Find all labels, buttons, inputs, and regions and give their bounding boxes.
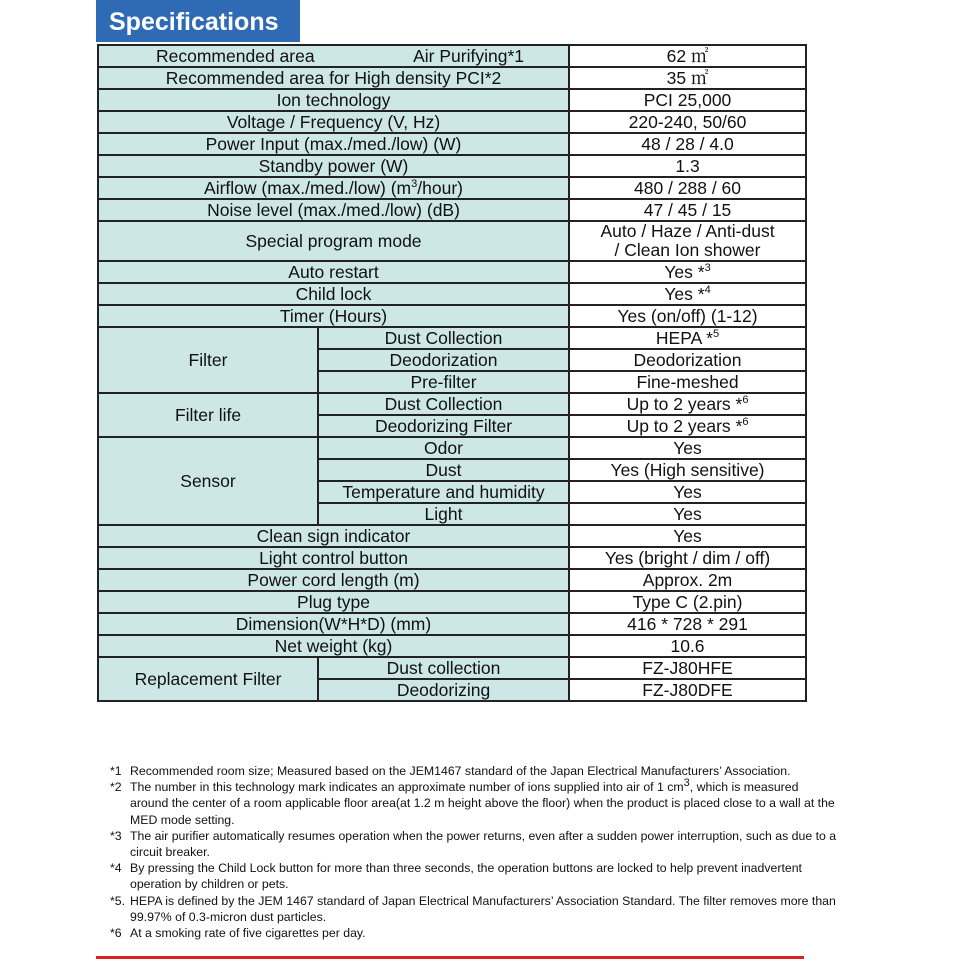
table-row [98,155,806,177]
row-value: 416 * 728 * 291 [569,613,806,635]
footnote-2-sup: 3 [683,777,690,790]
recommended-area-label: Recommended area [156,45,315,66]
footnote-3 [110,828,840,860]
footnote-mark: *6 [110,926,122,941]
auto-restart-sup: 3 [704,261,711,274]
table-row [98,111,806,133]
table-row [98,525,806,547]
table-row [98,67,806,89]
row-value: Type C (2.pin) [569,591,806,613]
footnote-1 [110,763,840,779]
sub-label: Dust collection [318,657,569,679]
footnote-2-text-b: , which is measured around the center of a room applicable floor area(at 1.2 m height above the floor) when the product is placed close to a wall at the MED mode setting. [130,780,835,827]
footnote-mark: *3 [110,828,122,843]
table-row [98,635,806,657]
bottom-accent-line [96,956,804,959]
group-label-sensor: Sensor [98,437,318,525]
table-row [98,199,806,221]
table-row [98,657,806,679]
row-label: Special program mode [98,221,569,261]
sub-label: Dust [318,459,569,481]
row-label: Child lock [98,283,569,305]
footnote-text: Recommended room size; Measured based on the JEM1467 standard of the Japan Electrical Manufacturers’ Association. [130,764,791,778]
row-value: 220-240, 50/60 [569,111,806,133]
row-value: Yes [569,503,806,525]
filter-life-dust-sup: 6 [742,393,749,406]
sub-label: Deodorizing Filter [318,415,569,437]
row-value: 35 ㎡ [569,67,806,89]
table-row [98,89,806,111]
page-title: Specifications [96,0,300,42]
row-label: Ion technology [98,89,569,111]
child-lock-value: Yes * [664,283,705,304]
row-label: Voltage / Frequency (V, Hz) [98,111,569,133]
sub-label: Dust Collection [318,393,569,415]
row-value: 480 / 288 / 60 [569,177,806,199]
table-row [98,547,806,569]
footnote-2 [110,779,840,828]
table-row [98,305,806,327]
table-row [98,613,806,635]
footnote-text: By pressing the Child Lock button for more than three seconds, the operation buttons are locked to help prevent inadvertent operation by children or pets. [130,861,802,892]
table-row [98,133,806,155]
footnote-text: The air purifier automatically resumes operation when the power returns, even after a sudden power interruption, such as due to a circuit breaker. [130,828,837,860]
row-label: Dimension(W*H*D) (mm) [98,613,569,635]
row-label: Light control button [98,547,569,569]
table-row [98,221,806,261]
row-value: Fine-meshed [569,371,806,393]
air-purifying-label: Air Purifying*1 [413,45,525,66]
airflow-label-b: /hour) [417,177,463,198]
table-row [98,393,806,415]
sub-label: Deodorization [318,349,569,371]
footnote-2-text-a: The number in this technology mark indicates an approximate number of ions supplied into air of 1 cm [130,780,684,795]
filter-life-dust-value: Up to 2 years * [626,393,743,414]
row-label: Recommended area for High density PCI*2 [98,67,569,89]
footnote-4 [110,860,840,892]
row-value-child-lock [569,283,806,305]
footnote-text: HEPA is defined by the JEM 1467 standard of Japan Electrical Manufacturers’ Association Standard. The filter removes more than 99.97% of 0.3-micron dust particles. [130,893,836,924]
table-row [98,591,806,613]
row-value-special-program [569,221,806,261]
group-label-filter: Filter [98,327,318,393]
row-value: 62 ㎡ [569,45,806,67]
row-label-recommended-area [98,45,569,67]
row-value: Yes (bright / dim / off) [569,547,806,569]
row-label-airflow [98,177,569,199]
row-value: Yes [569,437,806,459]
row-value: 47 / 45 / 15 [569,199,806,221]
table-row [98,283,806,305]
row-label: Noise level (max./med./low) (dB) [98,199,569,221]
hepa-value: HEPA * [655,327,713,348]
filter-life-deodorizing-value: Up to 2 years * [626,415,743,436]
row-value: Approx. 2m [569,569,806,591]
footnote-6 [110,925,840,941]
table-row [98,569,806,591]
sub-label: Odor [318,437,569,459]
row-value: 1.3 [569,155,806,177]
row-label: Clean sign indicator [98,525,569,547]
row-label: Standby power (W) [98,155,569,177]
row-value-filter-life-dust [569,393,806,415]
airflow-label-a: Airflow (max./med./low) (m [204,177,412,198]
specifications-table [97,44,807,702]
row-value-hepa [569,327,806,349]
row-value: Yes (on/off) (1-12) [569,305,806,327]
footnote-5 [110,893,840,925]
row-label: Auto restart [98,261,569,283]
footnote-text-2 [130,779,840,828]
footnotes [110,763,840,941]
sub-label: Light [318,503,569,525]
auto-restart-value: Yes * [664,261,705,282]
child-lock-sup: 4 [704,283,711,296]
row-value-auto-restart [569,261,806,283]
row-label: Timer (Hours) [98,305,569,327]
footnote-text: At a smoking rate of five cigarettes per day. [130,926,366,941]
sub-label: Pre-filter [318,371,569,393]
row-value: Yes [569,481,806,503]
row-label: Power Input (max./med./low) (W) [98,133,569,155]
footnote-mark: *5. [110,893,126,908]
footnote-mark: *2 [110,780,122,795]
row-label: Power cord length (m) [98,569,569,591]
row-value: Yes (High sensitive) [569,459,806,481]
row-value: 10.6 [569,635,806,657]
table-row [98,177,806,199]
table-row [98,327,806,349]
table-row [98,261,806,283]
sub-label: Dust Collection [318,327,569,349]
special-program-line1: Auto / Haze / Anti-dust [600,221,775,241]
row-value: 48 / 28 / 4.0 [569,133,806,155]
filter-life-deodorizing-sup: 6 [742,415,749,428]
row-value: FZ-J80DFE [569,679,806,701]
row-value: FZ-J80HFE [569,657,806,679]
footnote-mark: *4 [110,861,122,876]
row-value: Deodorization [569,349,806,371]
table-row [98,437,806,459]
hepa-sup: 5 [712,327,720,340]
row-value-filter-life-deodorizing [569,415,806,437]
sub-label: Temperature and humidity [318,481,569,503]
special-program-line2: / Clean Ion shower [614,240,761,260]
row-value: Yes [569,525,806,547]
group-label-filter-life: Filter life [98,393,318,437]
group-label-replacement-filter: Replacement Filter [98,657,318,701]
sub-label: Deodorizing [318,679,569,701]
row-value: PCI 25,000 [569,89,806,111]
airflow-label-sup: 3 [411,177,418,190]
row-label: Net weight (kg) [98,635,569,657]
table-row [98,45,806,67]
footnote-mark: *1 [110,764,122,778]
row-label: Plug type [98,591,569,613]
